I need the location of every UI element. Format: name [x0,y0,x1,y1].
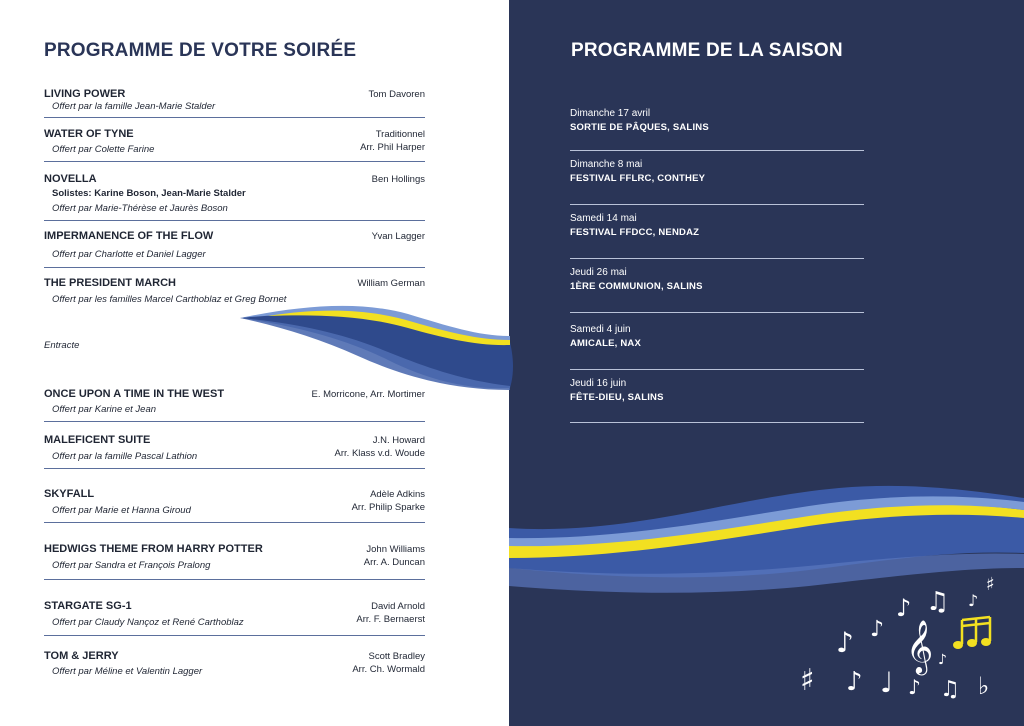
programme-item [44,88,425,118]
composer: Traditionnel Arr. Phil Harper [360,129,425,153]
evening-programme-heading: PROGRAMME DE VOTRE SOIRÉE [44,40,357,61]
eighth-note-icon: ♪ [908,675,921,699]
eighth-note-icon: ♪ [938,652,947,668]
programme-item [44,650,425,680]
event-date: Jeudi 16 juin [570,378,627,389]
sponsor: Offert par Claudy Nançoz et René Carthoblaz [52,617,244,628]
piece-title: IMPERMANENCE OF THE FLOW [44,230,214,242]
piece-title: THE PRESIDENT MARCH [44,277,177,289]
treble-clef-icon: 𝄞 [906,619,934,673]
piece-title: TOM & JERRY [44,650,119,662]
piece-title: NOVELLA [44,173,97,185]
event-date: Dimanche 8 mai [570,159,643,170]
programme-item [44,488,425,523]
season-event [570,267,864,313]
event-date: Samedi 4 juin [570,324,631,335]
beamed-notes-icon: ♫ [926,587,950,617]
sponsor: Offert par la famille Jean-Marie Stalder [52,101,216,112]
composer: Adèle Adkins Arr. Philip Sparke [351,489,425,513]
eighth-note-icon: ♪ [836,626,854,659]
composer: Ben Hollings [371,174,425,185]
piece-title: STARGATE SG-1 [44,600,132,612]
soloists: Solistes: Karine Boson, Jean-Marie Stalder [52,188,246,199]
composer: E. Morricone, Arr. Mortimer [311,389,425,400]
piece-title: ONCE UPON A TIME IN THE WEST [44,388,225,400]
sponsor: Offert par Méline et Valentin Lagger [52,666,203,677]
composer: William German [357,278,425,289]
sponsor: Offert par Marie et Hanna Giroud [52,505,191,516]
programme-item [44,434,425,469]
season-event [570,378,864,423]
sharp-icon: ♯ [800,663,815,698]
flat-icon: ♭ [978,672,990,700]
event-name: SORTIE DE PÂQUES, SALINS [570,122,709,133]
composer: David Arnold Arr. F. Bernaerst [356,601,425,625]
season-event [570,324,864,370]
event-name: FESTIVAL FFDCC, NENDAZ [570,227,700,238]
composer: J.N. Howard Arr. Klass v.d. Woude [334,435,425,459]
quarter-note-icon: ♩ [880,666,894,699]
programme-item [44,173,425,221]
programme-item [44,128,425,162]
programme-item [44,543,425,580]
season-programme-heading: PROGRAMME DE LA SAISON [571,40,843,61]
programme-item [44,388,425,422]
beamed-notes-icon: ♫ [940,677,960,702]
season-event [570,159,864,205]
piece-title: SKYFALL [44,488,95,500]
sponsor: Offert par Charlotte et Daniel Lagger [52,249,206,260]
composer: Tom Davoren [368,89,425,100]
event-date: Jeudi 26 mai [570,267,627,278]
event-name: FESTIVAL FFLRC, CONTHEY [570,173,706,184]
programme-item [44,600,425,636]
composer: Yvan Lagger [371,231,425,242]
eighth-note-icon: ♪ [870,617,885,642]
sponsor: Offert par la famille Pascal Lathion [52,451,198,462]
sharp-icon: ♯ [986,574,995,595]
event-name: AMICALE, NAX [570,338,642,349]
piece-title: MALEFICENT SUITE [44,434,151,446]
programme-item [44,230,425,268]
eighth-note-icon: ♪ [896,594,912,622]
event-date: Dimanche 17 avril [570,108,651,119]
yellow-beamed-notes-icon [953,617,991,649]
sponsor: Offert par Sandra et François Pralong [52,560,211,571]
eighth-note-icon: ♪ [846,667,863,697]
event-date: Samedi 14 mai [570,213,637,224]
eighth-note-icon: ♪ [968,591,979,610]
piece-title: LIVING POWER [44,88,126,100]
sponsor: Offert par Karine et Jean [52,404,157,415]
sponsor: Offert par Colette Farine [52,144,155,155]
entracte-label: Entracte [44,340,80,351]
sponsor: Offert par Marie-Thérèse et Jaurès Boson [52,203,228,214]
piece-title: WATER OF TYNE [44,128,134,140]
event-name: FÊTE-DIEU, SALINS [570,392,664,403]
composer: Scott Bradley Arr. Ch. Wormald [352,651,425,675]
piece-title: HEDWIGS THEME FROM HARRY POTTER [44,543,263,555]
season-event [570,108,864,151]
wave-ribbon-icon [238,300,518,390]
season-event [570,213,864,259]
composer: John Williams Arr. A. Duncan [363,544,425,568]
event-name: 1ÈRE COMMUNION, SALINS [570,281,703,292]
music-notes-icon [800,570,1020,720]
sponsor: Offert par les familles Marcel Carthoblaz et Greg Bornet [52,294,287,305]
